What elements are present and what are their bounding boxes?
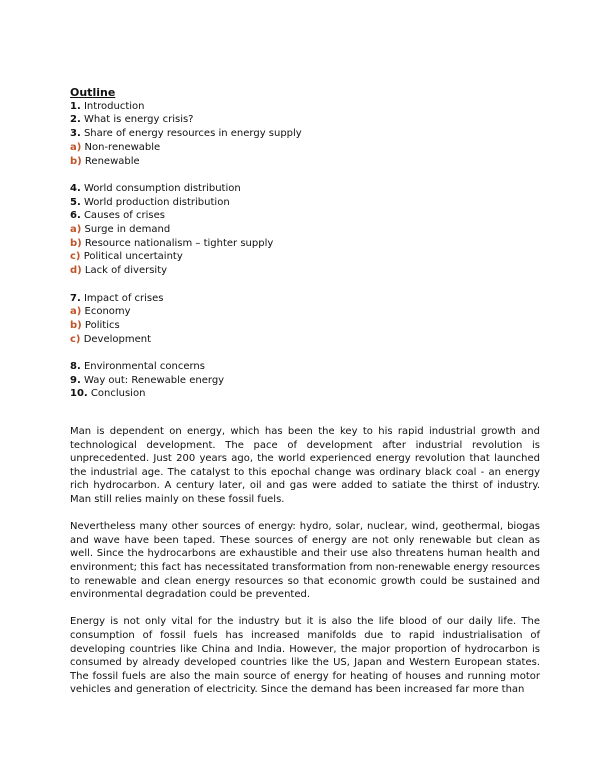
outline-item-label: Introduction bbox=[83, 100, 145, 112]
outline-item bbox=[70, 100, 302, 114]
outline-item bbox=[70, 374, 302, 388]
outline-item-label: Non-renewable bbox=[84, 141, 161, 153]
outline-item bbox=[70, 250, 302, 264]
essay-body bbox=[70, 425, 540, 710]
essay-paragraph: Man is dependent on energy, which has been the key to his rapid industrial growth and technological development. The pace of development after industrial revolution is unprecedented. Just 200 years ago, the world experienced energy revolution that launched the industrial age. The catalyst to this epochal change was ordinary black coal - an energy rich hydrocarbon. A century later, oil and gas were added to satiate the thirst of industry. Man still relies mainly on these fossil fuels. bbox=[70, 426, 540, 505]
outline-item-label: Share of energy resources in energy supply bbox=[83, 128, 302, 140]
outline-item-number: a) bbox=[70, 224, 82, 236]
outline-item-number: a) bbox=[70, 306, 82, 318]
outline-item-label: Conclusion bbox=[90, 388, 146, 400]
outline-item-number: b) bbox=[70, 155, 82, 167]
outline-section bbox=[70, 86, 302, 401]
outline-item bbox=[70, 360, 302, 374]
outline-item bbox=[70, 182, 302, 196]
outline-item bbox=[70, 155, 302, 169]
outline-item-number: 9. bbox=[70, 374, 81, 386]
outline-item-label: Development bbox=[83, 333, 152, 345]
outline-item bbox=[70, 292, 302, 306]
outline-item-number: a) bbox=[70, 141, 82, 153]
outline-item-number: 1. bbox=[70, 100, 81, 112]
outline-item bbox=[70, 223, 302, 237]
outline-item bbox=[70, 127, 302, 141]
outline-spacer bbox=[70, 168, 302, 182]
outline-spacer bbox=[70, 278, 302, 292]
outline-item bbox=[70, 196, 302, 210]
outline-item bbox=[70, 333, 302, 347]
essay-paragraph: Nevertheless many other sources of energy: hydro, solar, nuclear, wind, geothermal, biogas and wave have been taped. These sources of energy are not only renewable but clean as well. Since the hydrocarbons are exhaustible and their use also threatens human health and environment; this fact has necessitated transformation from non-renewable energy resources to renewable and clean energy resources so that economic growth could be sustained and environmental degradation could be prevented. bbox=[70, 521, 540, 601]
outline-item-number: b) bbox=[70, 237, 82, 249]
outline-item bbox=[70, 141, 302, 155]
outline-item-label: Political uncertainty bbox=[83, 251, 183, 263]
outline-item-label: World production distribution bbox=[83, 196, 230, 208]
outline-item-label: Way out: Renewable energy bbox=[83, 374, 225, 386]
outline-spacer bbox=[70, 346, 302, 360]
outline-item bbox=[70, 264, 302, 278]
outline-item-label: Environmental concerns bbox=[83, 361, 205, 373]
outline-item-number: c) bbox=[70, 251, 81, 263]
outline-item-number: 6. bbox=[70, 210, 81, 222]
outline-item-label: Politics bbox=[84, 319, 120, 331]
outline-list bbox=[70, 100, 302, 401]
outline-item-label: Causes of crises bbox=[83, 210, 165, 222]
outline-item-number: 4. bbox=[70, 182, 81, 194]
outline-item bbox=[70, 113, 302, 127]
outline-item bbox=[70, 305, 302, 319]
outline-item-label: Lack of diversity bbox=[84, 265, 168, 277]
outline-item-label: Surge in demand bbox=[84, 224, 171, 236]
outline-item-label: Economy bbox=[84, 306, 131, 318]
outline-item-label: World consumption distribution bbox=[83, 182, 241, 194]
outline-item-label: Renewable bbox=[84, 155, 140, 167]
outline-item bbox=[70, 209, 302, 223]
outline-item-label: Resource nationalism – tighter supply bbox=[84, 237, 274, 249]
outline-item bbox=[70, 387, 302, 401]
outline-title: Outline bbox=[70, 86, 116, 99]
outline-item-number: 8. bbox=[70, 361, 81, 373]
outline-item-label: Impact of crises bbox=[83, 292, 164, 304]
outline-item-label: What is energy crisis? bbox=[83, 114, 194, 126]
outline-item bbox=[70, 319, 302, 333]
outline-item bbox=[70, 237, 302, 251]
outline-item-number: c) bbox=[70, 333, 81, 345]
outline-item-number: 2. bbox=[70, 114, 81, 126]
outline-item-number: 10. bbox=[70, 388, 88, 400]
outline-item-number: 7. bbox=[70, 292, 81, 304]
outline-item-number: 3. bbox=[70, 128, 81, 140]
outline-item-number: d) bbox=[70, 265, 82, 277]
essay-paragraph: Energy is not only vital for the industry but it is also the life blood of our daily life. The consumption of fossil fuels has increased manifolds due to rapid industrialisation of developing countries like China and India. However, the major proportion of hydrocarbon is consumed by already developed countries like the US, Japan and Western European states. The fossil fuels are also the main source of energy for heating of houses and running motor vehicles and generation of electricity. Since the demand has been increased far more than bbox=[70, 616, 540, 696]
outline-item-number: 5. bbox=[70, 196, 81, 208]
outline-item-number: b) bbox=[70, 319, 82, 331]
